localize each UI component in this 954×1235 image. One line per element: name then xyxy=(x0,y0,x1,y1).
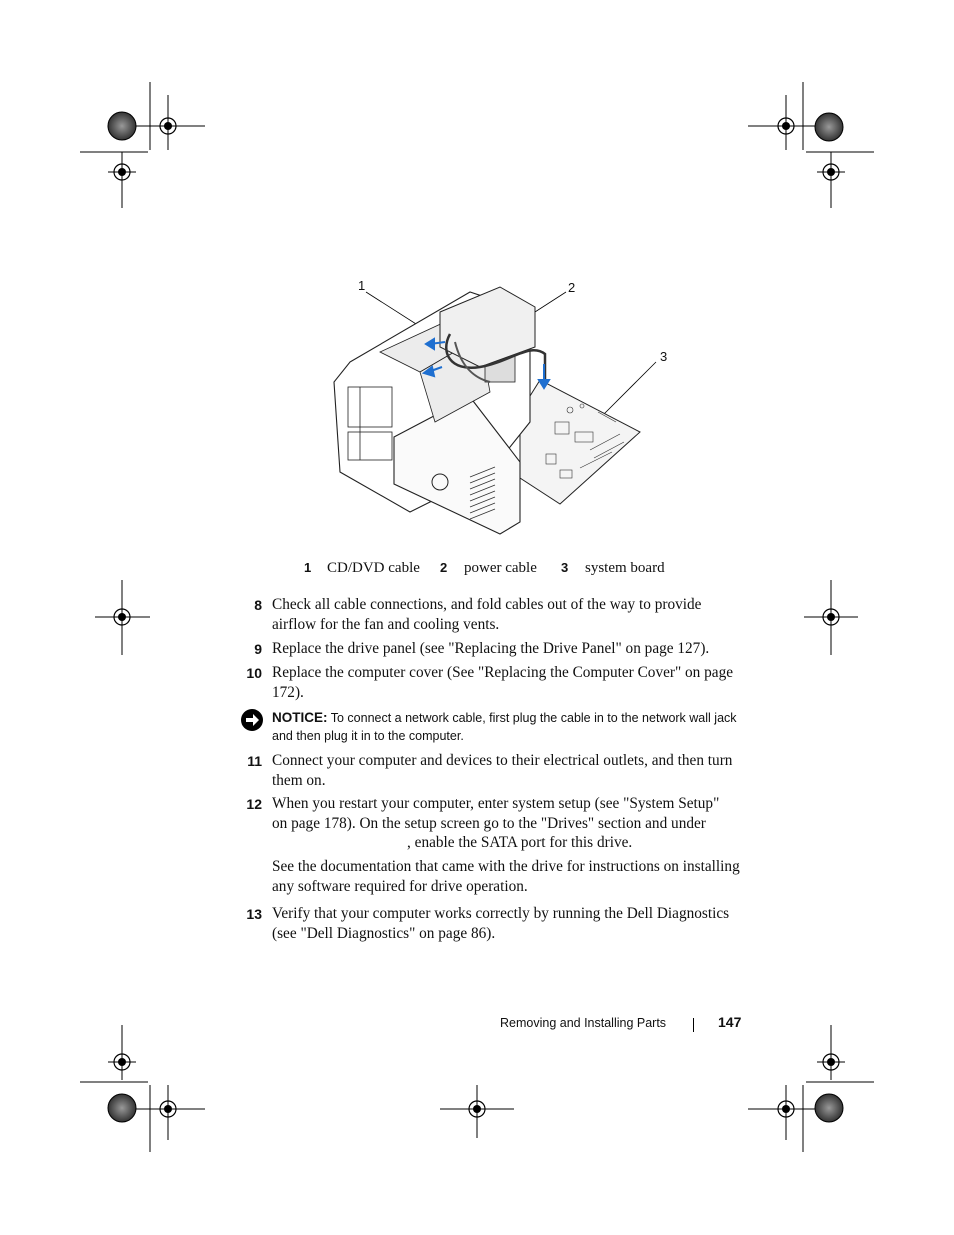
step-12-line-1: When you restart your computer, enter system setup (see "System Setup" xyxy=(272,795,720,812)
step-text: Connect your computer and devices to their electrical outlets, and then turn them on. xyxy=(272,752,733,789)
legend-label-1: CD/DVD cable xyxy=(327,560,420,576)
step-12-paragraph: See the documentation that came with the drive for instructions on installing any software required for drive operation. xyxy=(272,858,740,895)
legend-label-2: power cable xyxy=(464,560,537,576)
notice-icon xyxy=(240,708,264,732)
step-number: 11 xyxy=(247,753,262,769)
notice-label: NOTICE: xyxy=(272,710,328,725)
callout-2: 2 xyxy=(568,280,576,295)
legend-num-1: 1 xyxy=(304,560,312,575)
step-number: 13 xyxy=(246,906,262,922)
legend-num-2: 2 xyxy=(440,560,448,575)
step-text: Verify that your computer works correctly by running the Dell Diagnostics (see "Dell Diagnostics" on page 86). xyxy=(272,905,730,942)
step-text: Check all cable connections, and fold cables out of the way to provide airflow for the fan and cooling vents. xyxy=(272,596,702,633)
computer-illustration xyxy=(320,272,680,552)
legend-num-3: 3 xyxy=(561,560,569,575)
callout-1: 1 xyxy=(358,278,366,293)
callout-3: 3 xyxy=(660,349,668,364)
legend-label-3: system board xyxy=(585,560,665,576)
step-number: 12 xyxy=(246,796,262,812)
notice-text: To connect a network cable, first plug the cable in to the network wall jack and then plug it in to the computer. xyxy=(272,711,737,743)
footer-section-title: Removing and Installing Parts xyxy=(500,1016,667,1030)
page-number: 147 xyxy=(718,1014,742,1030)
step-number: 9 xyxy=(254,641,262,657)
step-12-line-2: on page 178). On the setup screen go to the "Drives" section and under xyxy=(272,814,706,832)
step-number: 8 xyxy=(254,597,262,613)
step-number: 10 xyxy=(246,665,262,681)
step-text: Replace the computer cover (See "Replacing the Computer Cover" on page 172). xyxy=(272,664,734,701)
step-text xyxy=(272,794,742,853)
computer-interior-figure xyxy=(320,272,680,552)
step-12-line-3: , enable the SATA port for this drive. xyxy=(407,834,633,851)
footer-separator xyxy=(693,1018,694,1032)
step-text: Replace the drive panel (see "Replacing the Drive Panel" on page 127). xyxy=(272,640,710,657)
notice-text-block xyxy=(272,709,742,745)
